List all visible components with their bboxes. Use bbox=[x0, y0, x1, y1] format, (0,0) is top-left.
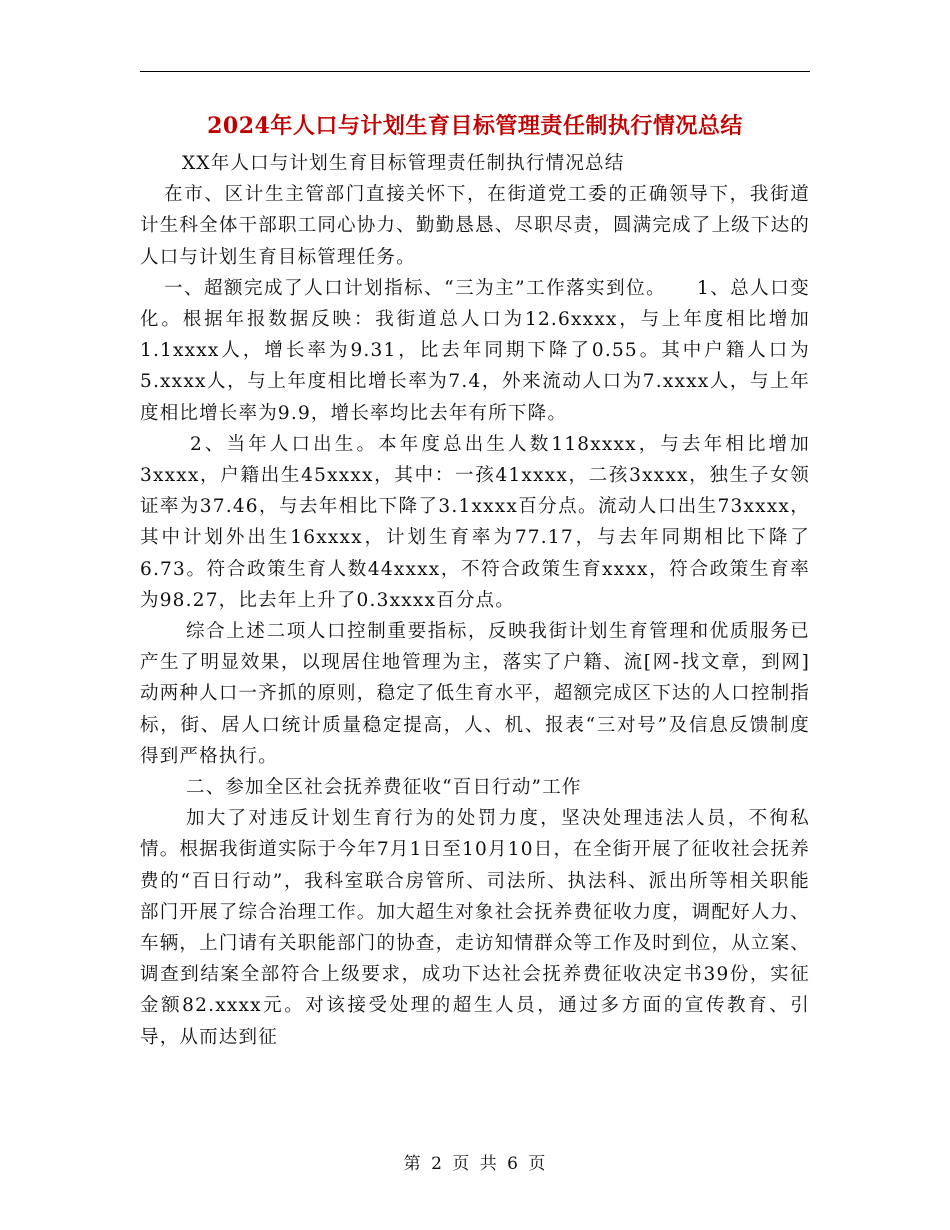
paragraph-section-1: 一、超额完成了人口计划指标、“三为主”工作落实到位。 1、总人口变化。根据年报数据反映：我街道总人口为12.6xxxx，与上年度相比增加1.1xxxx人，增长率为9.31，比去年同期下降了0.55。其中户籍人口为5.xxxx人，与上年度相比增长率为7.4，外来流动人口为7.xxxx人，与上年度相比增长率为9.9，增长率均比去年有所下降。 bbox=[140, 277, 810, 424]
header-rule bbox=[140, 71, 810, 72]
paragraph-section-2-heading: 二、参加全区社会抚养费征收“百日行动”工作 bbox=[186, 777, 582, 799]
paragraph-summary: 综合上述二项人口控制重要指标，反映我街计划生育管理和优质服务已产生了明显效果，以现居住地管理为主，落实了户籍、流[网-找文章，到网]动两种人口一齐抓的原则，稳定了低生育水平，超额完成区下达的人口控制指标，街、居人口统计质量稳定提高，人、机、报表“三对号”及信息反馈制度得到严格执行。 bbox=[140, 621, 810, 767]
page-number: 第 2 页 共 6 页 bbox=[403, 1154, 547, 1174]
paragraph-section-2-body: 加大了对违反计划生育行为的处罚力度，坚决处理违法人员，不徇私情。根据我街道实际于今年7月1日至10月10日，在全街开展了征收社会抚养费的“百日行动”，我科室联合房管所、司法所、执法科、派出所等相关职能部门开展了综合治理工作。加大超生对象社会抚养费征收力度，调配好人力、车辆，上门请有关职能部门的协查，走访知情群众等工作及时到位，从立案、调查到结案全部符合上级要求，成功下达社会抚养费征收决定书39份，实征金额82.xxxx元。对该接受处理的超生人员，通过多方面的宣传教育、引导，从而达到征 bbox=[140, 808, 810, 1048]
document-body bbox=[140, 148, 810, 1053]
document-title: 2024年人口与计划生育目标管理责任制执行情况总结 bbox=[207, 113, 743, 139]
document-subtitle: XX年人口与计划生育目标管理责任制执行情况总结 bbox=[182, 153, 625, 174]
paragraph-intro: 在市、区计生主管部门直接关怀下，在街道党工委的正确领导下，我街道计生科全体干部职工同心协力、勤勤恳恳、尽职尽责，圆满完成了上级下达的人口与计划生育目标管理任务。 bbox=[140, 184, 810, 268]
paragraph-births: 2、当年人口出生。本年度总出生人数118xxxx，与去年相比增加3xxxx，户籍出生45xxxx，其中：一孩41xxxx，二孩3xxxx，独生子女领证率为37.46，与去年相比下降了3.1xxxx百分点。流动人口出生73xxxx，其中计划外出生16xxxx，计划生育率为77.17，与去年同期相比下降了6.73。符合政策生育人数44xxxx，不符合政策生育xxxx，符合政策生育率为98.27，比去年上升了0.3xxxx百分点。 bbox=[140, 433, 810, 611]
